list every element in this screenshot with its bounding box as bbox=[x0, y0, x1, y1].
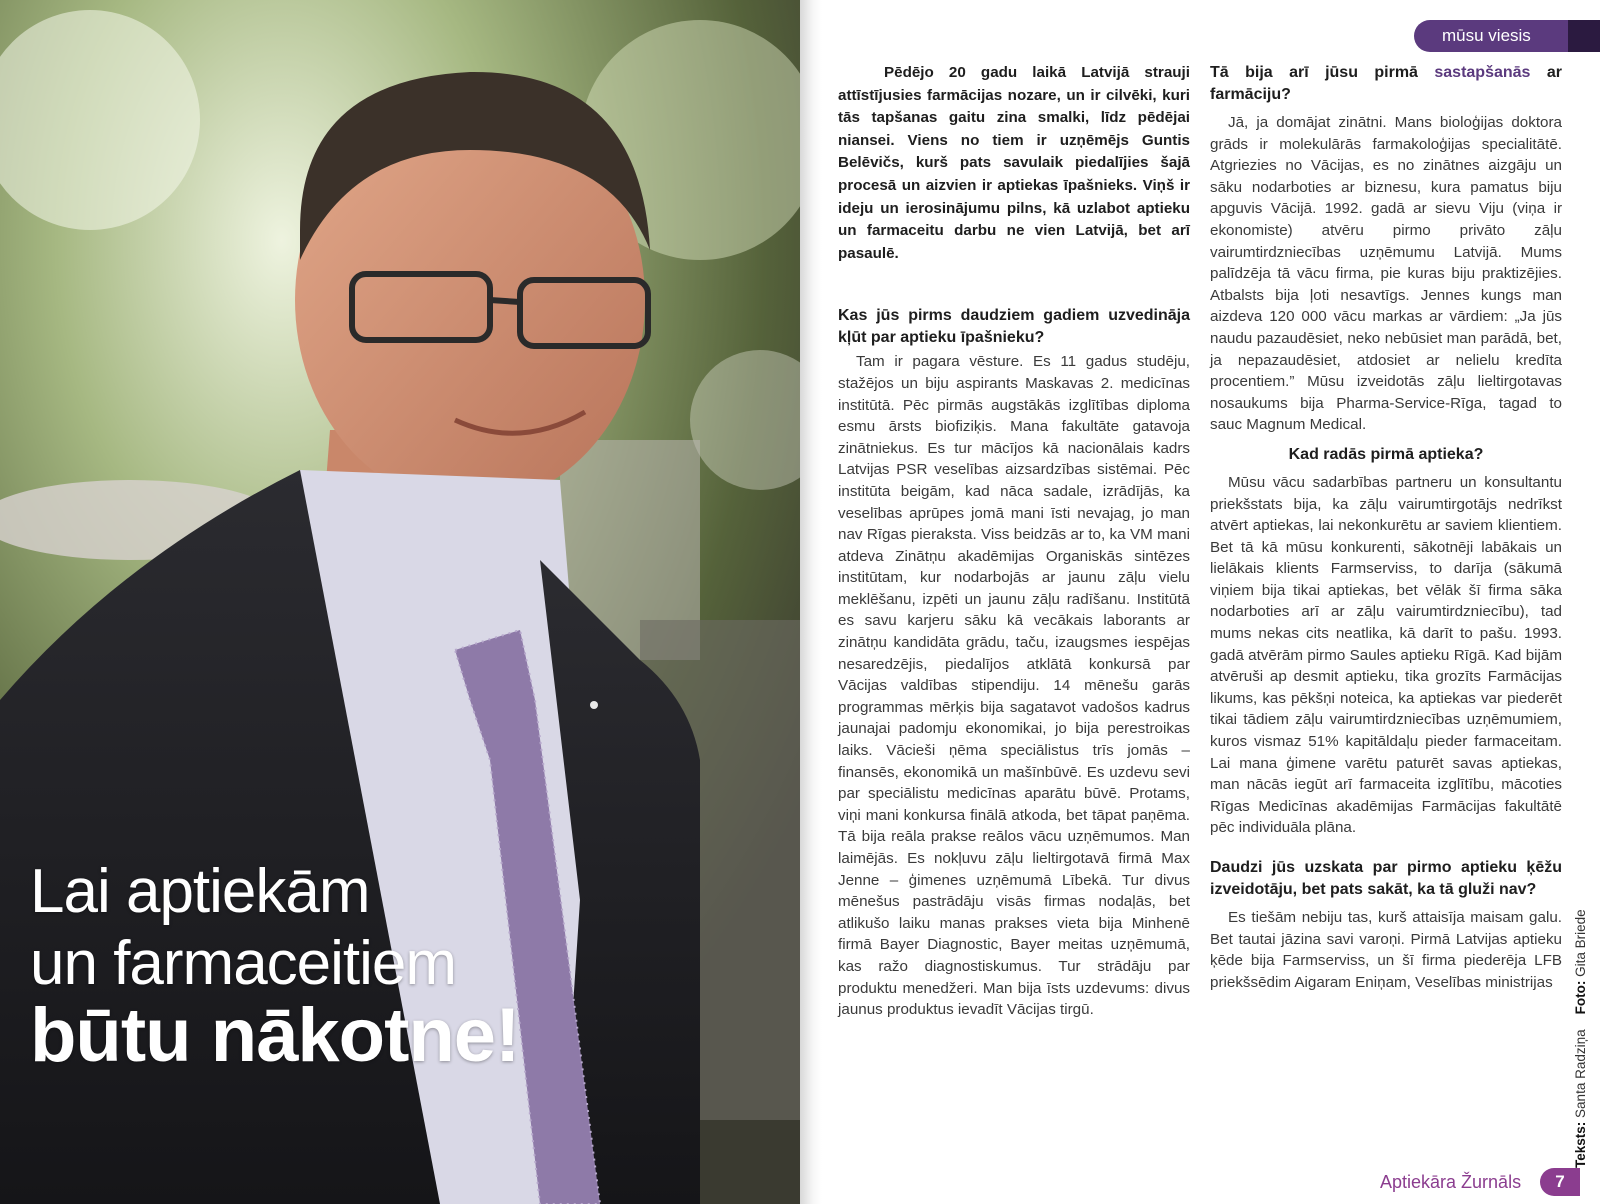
question-2-accent: sastapšanās bbox=[1434, 64, 1531, 81]
page-gutter bbox=[800, 0, 822, 1204]
answer-2: Jā, ja domājat zinātni. Mans bioloģijas doktora grāds ir molekulārās farmakoloģijas specialitātē. Atgriezies no Vācijas, es no zinātnes aizgāju un sāku nodarboties ar biznesu, kura pamatus biju apguvis Vācijā. 1992. gadā ar sievu Viju (viņa ir ekonomiste) atvēru pirmo privāto zāļu vairumtirdzniecības uzņēmumu Latvijā. Mums palīdzēja tā vācu firma, pie kuras biju praktizējies. Atbalsts bija ļoti nesavtīgs. Jennes kungs man aizdeva 120 000 vācu markas ar vārdiem: „Ja jūs naudu pazaudēsiet, neko nebūsiet man parādā, bet, ja nepazaudēsiet, atdosiet ar nelielu kredīta procentiem.” Mūsu izveidotās zāļu lieltirgotavas nosaukums bija Pharma-Service-Rīga, tagad to sauc Magnum Medical. bbox=[1210, 114, 1562, 434]
credits bbox=[1573, 909, 1588, 1168]
article-column-left bbox=[838, 62, 1190, 1021]
magazine-title: Aptiekāra Žurnāls bbox=[1380, 1172, 1522, 1192]
answer-3: Mūsu vācu sadarbības partneru un konsultantu priekšstats bija, ka zāļu vairumtirgotājs nedrīkst atvērt aptiekas, lai nekonkurētu ar saviem klientiem. Bet tā kā mūsu konkurenti, sākotnēji labākais un lielākais klients Farmserviss, to darīja (sākumā viņiem bija tikai aptiekas, bet vēlāk šī firma sāka nodarboties arī ar zāļu vairumtirdzniecību), tad mums nekas cits neatlika, kā darīt to pašu. 1993. gadā atvērām pirmo Saules aptieku Rīgā. Kad bijām atvēruši ap desmit aptieku, tika grozīts Farmācijas likums, kas pēkšņi noteica, ka aptiekas var piederēt tikai tādiem zāļu vairumtirdzniecības uzņēmumiem, kuros vismaz 51% kapitāldaļu pieder farmaceitam. Lai mana ģimene varētu paturēt savas aptiekas, man nācās iegūt arī farmaceita izglītību, mācoties Rīgas Medicīnas akadēmijas Farmācijas fakultātē pēc individuāla plāna. bbox=[1210, 473, 1562, 837]
credits-text-label: Teksts: bbox=[1573, 1121, 1588, 1168]
question-2-prefix: Tā bija arī jūsu pirmā bbox=[1210, 64, 1418, 81]
section-tab-edge bbox=[1568, 20, 1600, 52]
headline-line-2: un farmaceitiem bbox=[30, 929, 457, 998]
headline-line-3: būtu nākotne! bbox=[30, 993, 520, 1078]
question-2 bbox=[1210, 62, 1562, 106]
answer-1: Tam ir pagara vēsture. Es 11 gadus studēju, stažējos un biju aspirants Maskavas 2. medicīnas institūtā. Pēc pirmās augstākās izglītības diploma esmu ārsts biofiziķis. Mana fakultāte gatavoja zinātniekus. Es tur mācījos kā nacionālais kadrs Latvijas PSR veselības aizsardzības sistēmai. Pēc institūta beigām, kad nāca sadale, izrādījās, ka veselības aprūpes jomā mani īsti nevajag, jo man nav Rīgas pieraksta. Viss beidzās ar to, ka VM mani atdeva Zinātņu akadēmijas Organiskās sintēzes institūtam, kur nodarbojās ar jaunu zāļu vielu meklēšanu, izpēti un jaunu zāļu radīšanu. Institūtā es savu karjeru sāku kā vecākais laborants ar zinātņu kandidāta grādu, taču, izaugsmes iespējas nesaredzējis, piedalījos atklātā konkursā par Vācijas valdības stipendiju. 14 mēnešu garās programmas mērķis bija sagatavot vadošos kadrus jaunajai padomju ekonomikai, jo bija perestroikas laiks. Vācieši ņēma speciālistus trīs jomās – finansēs, ekonomikā un mašīnbūvē. Es uzdevu sevi par speciālistu medicīnas aparātu būvē. Protams, viņi mani konkursa finālā atkoda, bet tāpat paņēma. Tā bija reāla prakse reālos vācu uzņēmumos. Man laimējās. Es nokļuvu zāļu lieltirgotavā firmā Max Jenne – ģimenes uzņēmumā Lībekā. Tur divus mēnešus pastrādāju visās firmas nodaļās, bet atlikušo laiku manas prakses vieta bija Minhenē firmā Bayer Diagnostic, Bayer meitas uzņēmumā, kas ražo diagnostiskumus. Tur strādāju par produktu menedžeri. Man bija īsts uzdevums: divus jaunus produktus ievadīt Vācijas tirgū. bbox=[838, 353, 1190, 1019]
credits-photo-author: Gita Briede bbox=[1573, 909, 1588, 977]
credits-text-author: Santa Radziņa bbox=[1573, 1029, 1588, 1118]
credits-photo-label: Foto: bbox=[1573, 980, 1588, 1015]
article-column-right bbox=[1210, 62, 1562, 993]
answer-4: Es tiešām nebiju tas, kurš attaisīja maisam galu. Bet tautai jāzina savi varoņi. Pirmā Latvijas aptieku ķēde bija Farmserviss, un šī firma piederēja LFB priekšsēdim Aigaram Eniņam, Veselības ministrijas bbox=[1210, 909, 1562, 991]
headline-line-1: Lai aptiekām bbox=[30, 857, 370, 926]
question-3: Kad radās pirmā aptieka? bbox=[1288, 445, 1484, 463]
question-2-suffix: ar farmāciju? bbox=[1210, 64, 1562, 103]
article-lead: Pēdējo 20 gadu laikā Latvijā strauji attīstījusies farmācijas nozare, un ir cilvēki, kuri tās tapšanas gaitu zina smalki, līdz pēdējai niansei. Viens no tiem ir uzņēmējs Guntis Belēvičs, kurš pats savulaik piedalījies šajā procesā un aizvien ir aptiekas īpašnieks. Viņš ir ideju un ierosinājumu pilns, kā uzlabot aptieku un farmaceitu darbu ne vien Latvijā, bet arī pasaulē. bbox=[838, 64, 1190, 262]
section-tab: mūsu viesis bbox=[1414, 20, 1596, 52]
question-4: Daudzi jūs uzskata par pirmo aptieku ķēžu izveidotāju, bet pats sakāt, ka tā gluži nav? bbox=[1210, 859, 1562, 898]
question-1: Kas jūs pirms daudziem gadiem uzvedināja kļūt par aptieku īpašnieku? bbox=[838, 307, 1190, 347]
page-number: 7 bbox=[1540, 1168, 1580, 1196]
